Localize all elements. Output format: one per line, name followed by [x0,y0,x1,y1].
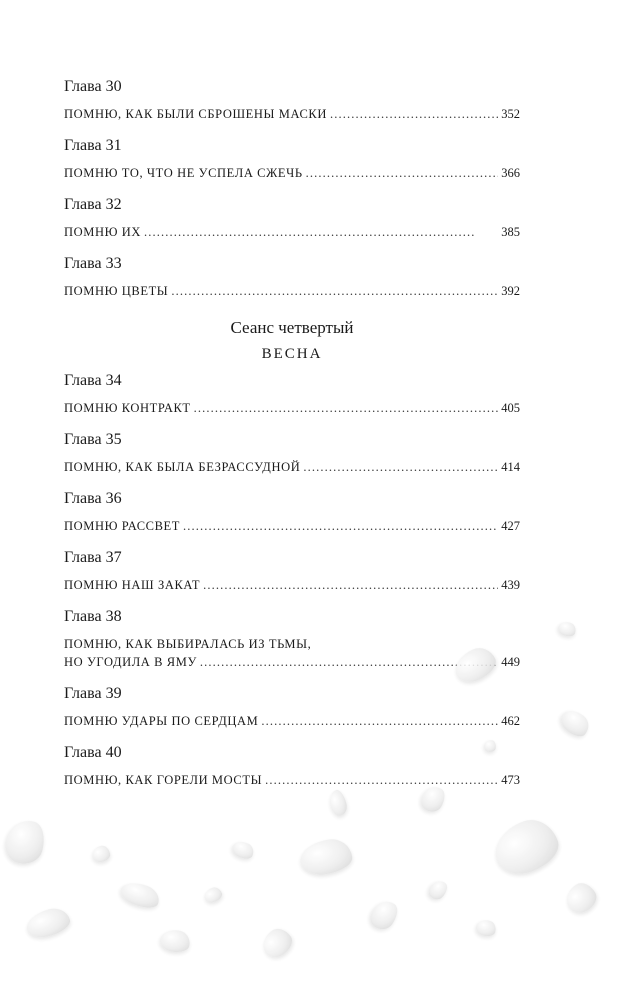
dot-leader [330,105,498,123]
chapter-number: Глава 35 [64,431,122,448]
chapter-title: ПОМНЮ РАССВЕТ [64,519,181,533]
chapter-title: ПОМНЮ ИХ [64,225,142,239]
chapter-number: Глава 33 [64,255,122,272]
page-number: 392 [501,284,520,298]
page-number: 352 [501,107,520,121]
dot-leader [200,653,498,671]
dot-leader [261,712,498,730]
chapter-title: ПОМНЮ УДАРЫ ПО СЕРДЦАМ [64,714,259,728]
page-number: 405 [501,401,520,415]
petal-icon [158,928,191,955]
chapter-number: Глава 31 [64,137,122,154]
section-subtitle: ВЕСНА [261,346,323,362]
dot-leader [303,458,498,476]
chapter-title: ПОМНЮ КОНТРАКТ [64,401,191,415]
petal-icon [91,845,112,864]
toc-entry-chapter-32 [64,194,520,241]
toc-entry-chapter-30 [64,76,520,123]
dot-leader [183,517,498,535]
toc-row [64,712,520,730]
page-number: 385 [501,225,520,239]
page-number: 449 [501,655,520,669]
petal-icon [23,905,72,942]
toc-row [64,105,520,123]
chapter-number: Глава 39 [64,685,122,702]
page-number: 427 [501,519,520,533]
table-of-contents [64,72,520,801]
chapter-title: ПОМНЮ, КАК ГОРЕЛИ МОСТЫ [64,773,263,787]
petal-icon [487,813,564,882]
petal-icon [1,816,49,868]
petal-icon [425,877,450,903]
toc-row [64,576,520,594]
toc-entry-chapter-33 [64,253,520,300]
dot-leader [306,164,499,182]
toc-row [64,771,520,789]
petal-icon [561,878,601,917]
dot-leader [194,399,499,417]
section-heading [64,316,520,366]
toc-row [64,223,520,241]
page-number: 473 [501,773,520,787]
petal-icon [474,918,497,939]
petal-icon [556,705,593,741]
chapter-title-line-1: ПОМНЮ, КАК ВЫБИРАЛАСЬ ИЗ ТЬМЫ, [64,637,312,651]
toc-row [64,458,520,476]
petal-icon [298,837,354,878]
chapter-number: Глава 32 [64,196,122,213]
chapter-title: ПОМНЮ, КАК БЫЛА БЕЗРАССУДНОЙ [64,460,301,474]
toc-entry-chapter-40 [64,742,520,789]
chapter-title: НО УГОДИЛА В ЯМУ [64,655,197,669]
petal-icon [257,924,296,963]
toc-entry-chapter-37 [64,547,520,594]
petal-icon [117,878,162,912]
section-title: Сеанс четвертый [230,318,354,337]
page-number: 439 [501,578,520,592]
toc-entry-chapter-36 [64,488,520,535]
page-number: 366 [501,166,520,180]
toc-entry-chapter-39 [64,683,520,730]
page-number: 462 [501,714,520,728]
page-number: 414 [501,460,520,474]
petal-icon [230,838,257,862]
chapter-number: Глава 36 [64,490,122,507]
petal-icon [202,885,224,904]
toc-row [64,164,520,182]
chapter-number: Глава 34 [64,372,122,389]
toc-entry-chapter-35 [64,429,520,476]
chapter-title: ПОМНЮ ЦВЕТЫ [64,284,169,298]
toc-row [64,399,520,417]
petal-icon [556,619,578,638]
toc-entry-chapter-34 [64,370,520,417]
dot-leader [203,576,498,594]
chapter-title: ПОМНЮ НАШ ЗАКАТ [64,578,201,592]
chapter-number: Глава 38 [64,608,122,625]
toc-entry-chapter-38 [64,606,520,671]
dot-leader [265,771,498,789]
chapter-title: ПОМНЮ ТО, ЧТО НЕ УСПЕЛА СЖЕЧЬ [64,166,303,180]
chapter-number: Глава 30 [64,78,122,95]
toc-row [64,282,520,300]
chapter-number: Глава 40 [64,744,122,761]
chapter-number: Глава 37 [64,549,122,566]
dot-leader [171,282,498,300]
petal-icon [366,896,403,934]
chapter-title: ПОМНЮ, КАК БЫЛИ СБРОШЕНЫ МАСКИ [64,107,327,121]
toc-row [64,653,520,671]
toc-entry-chapter-31 [64,135,520,182]
toc-row [64,517,520,535]
dot-leader [144,223,498,241]
